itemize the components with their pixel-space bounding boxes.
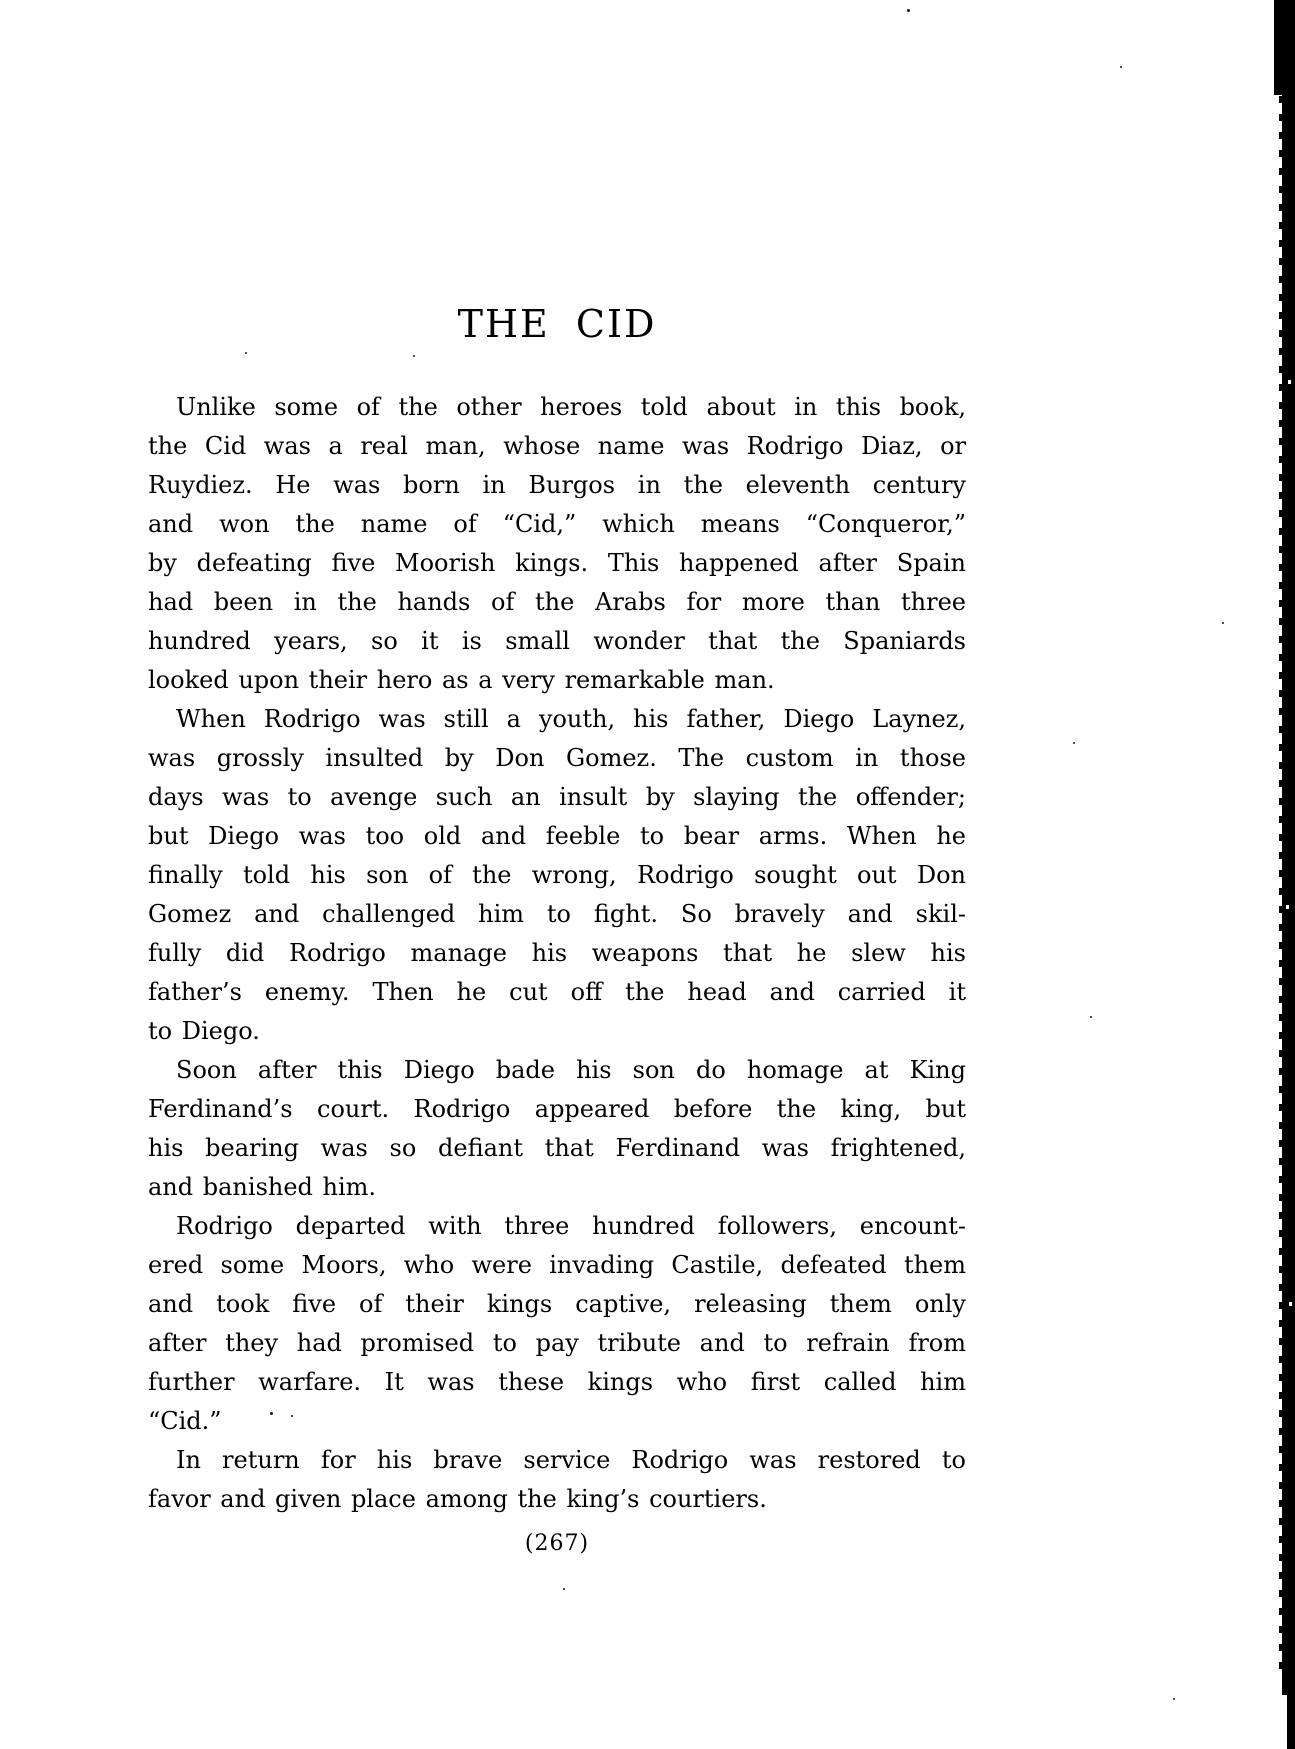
noise-speck <box>1173 1698 1175 1700</box>
text-line: Ferdinand’s court. Rodrigo appeared before the king, but <box>148 1095 966 1123</box>
text-line: after they had promised to pay tribute and to refrain from <box>148 1329 966 1357</box>
scan-edge-notch <box>1281 1695 1287 1749</box>
text-line: Gomez and challenged him to fight. So bravely and skil- <box>148 900 966 928</box>
scan-edge-fleck <box>1289 1302 1292 1306</box>
noise-speck <box>291 1415 293 1417</box>
noise-speck <box>563 1588 565 1590</box>
text-line: “Cid.” <box>148 1407 222 1435</box>
scan-edge-fleck <box>1286 905 1289 909</box>
noise-speck <box>1222 622 1224 624</box>
text-line: had been in the hands of the Arabs for more than three <box>148 588 966 616</box>
text-line: favor and given place among the king’s courtiers. <box>148 1485 767 1513</box>
paragraph <box>148 1441 966 1519</box>
scan-edge-band <box>1282 0 1295 1749</box>
text-line: Unlike some of the other heroes told about in this book, <box>176 393 966 421</box>
paragraph <box>148 388 966 700</box>
scan-edge-corner <box>1274 0 1295 95</box>
text-line: but Diego was too old and feeble to bear arms. When he <box>148 822 966 850</box>
text-line: and won the name of “Cid,” which means “Conqueror,” <box>148 510 966 538</box>
text-line: In return for his brave service Rodrigo was restored to <box>176 1446 966 1474</box>
page-number: (267) <box>524 1531 590 1556</box>
page-title: THE CID <box>457 302 657 346</box>
scan-edge-fleck <box>1288 380 1291 384</box>
paragraph <box>148 1207 966 1441</box>
paragraph <box>148 700 966 1051</box>
text-line: hundred years, so it is small wonder that the Spaniards <box>148 627 966 655</box>
text-line: Soon after this Diego bade his son do homage at King <box>176 1056 966 1084</box>
text-line: father’s enemy. Then he cut off the head and carried it <box>148 978 966 1006</box>
text-line: ered some Moors, who were invading Castile, defeated them <box>148 1251 966 1279</box>
noise-speck <box>907 9 910 12</box>
text-line: and banished him. <box>148 1173 377 1201</box>
noise-speck <box>270 1412 273 1415</box>
paragraph <box>148 1051 966 1207</box>
text-line: When Rodrigo was still a youth, his father, Diego Laynez, <box>176 705 966 733</box>
text-line: by defeating five Moorish kings. This happened after Spain <box>148 549 966 577</box>
noise-speck <box>1073 742 1075 744</box>
text-line: the Cid was a real man, whose name was Rodrigo Diaz, or <box>148 432 966 460</box>
text-line: finally told his son of the wrong, Rodrigo sought out Don <box>148 861 966 889</box>
noise-speck <box>245 352 247 354</box>
text-line: Ruydiez. He was born in Burgos in the eleventh century <box>148 471 966 499</box>
text-line: and took five of their kings captive, releasing them only <box>148 1290 966 1318</box>
text-line: was grossly insulted by Don Gomez. The custom in those <box>148 744 966 772</box>
text-line: days was to avenge such an insult by slaying the offender; <box>148 783 966 811</box>
noise-speck <box>413 355 415 357</box>
text-line: Rodrigo departed with three hundred followers, encount- <box>176 1212 966 1240</box>
text-line: further warfare. It was these kings who first called him <box>148 1368 966 1396</box>
text-line: his bearing was so defiant that Ferdinand was frightened, <box>148 1134 966 1162</box>
text-line: fully did Rodrigo manage his weapons that he slew his <box>148 939 966 967</box>
noise-speck <box>1090 1016 1092 1018</box>
noise-speck <box>1120 66 1122 68</box>
text-column <box>148 302 966 1556</box>
text-line: looked upon their hero as a very remarkable man. <box>148 666 775 694</box>
text-line: to Diego. <box>148 1017 260 1045</box>
